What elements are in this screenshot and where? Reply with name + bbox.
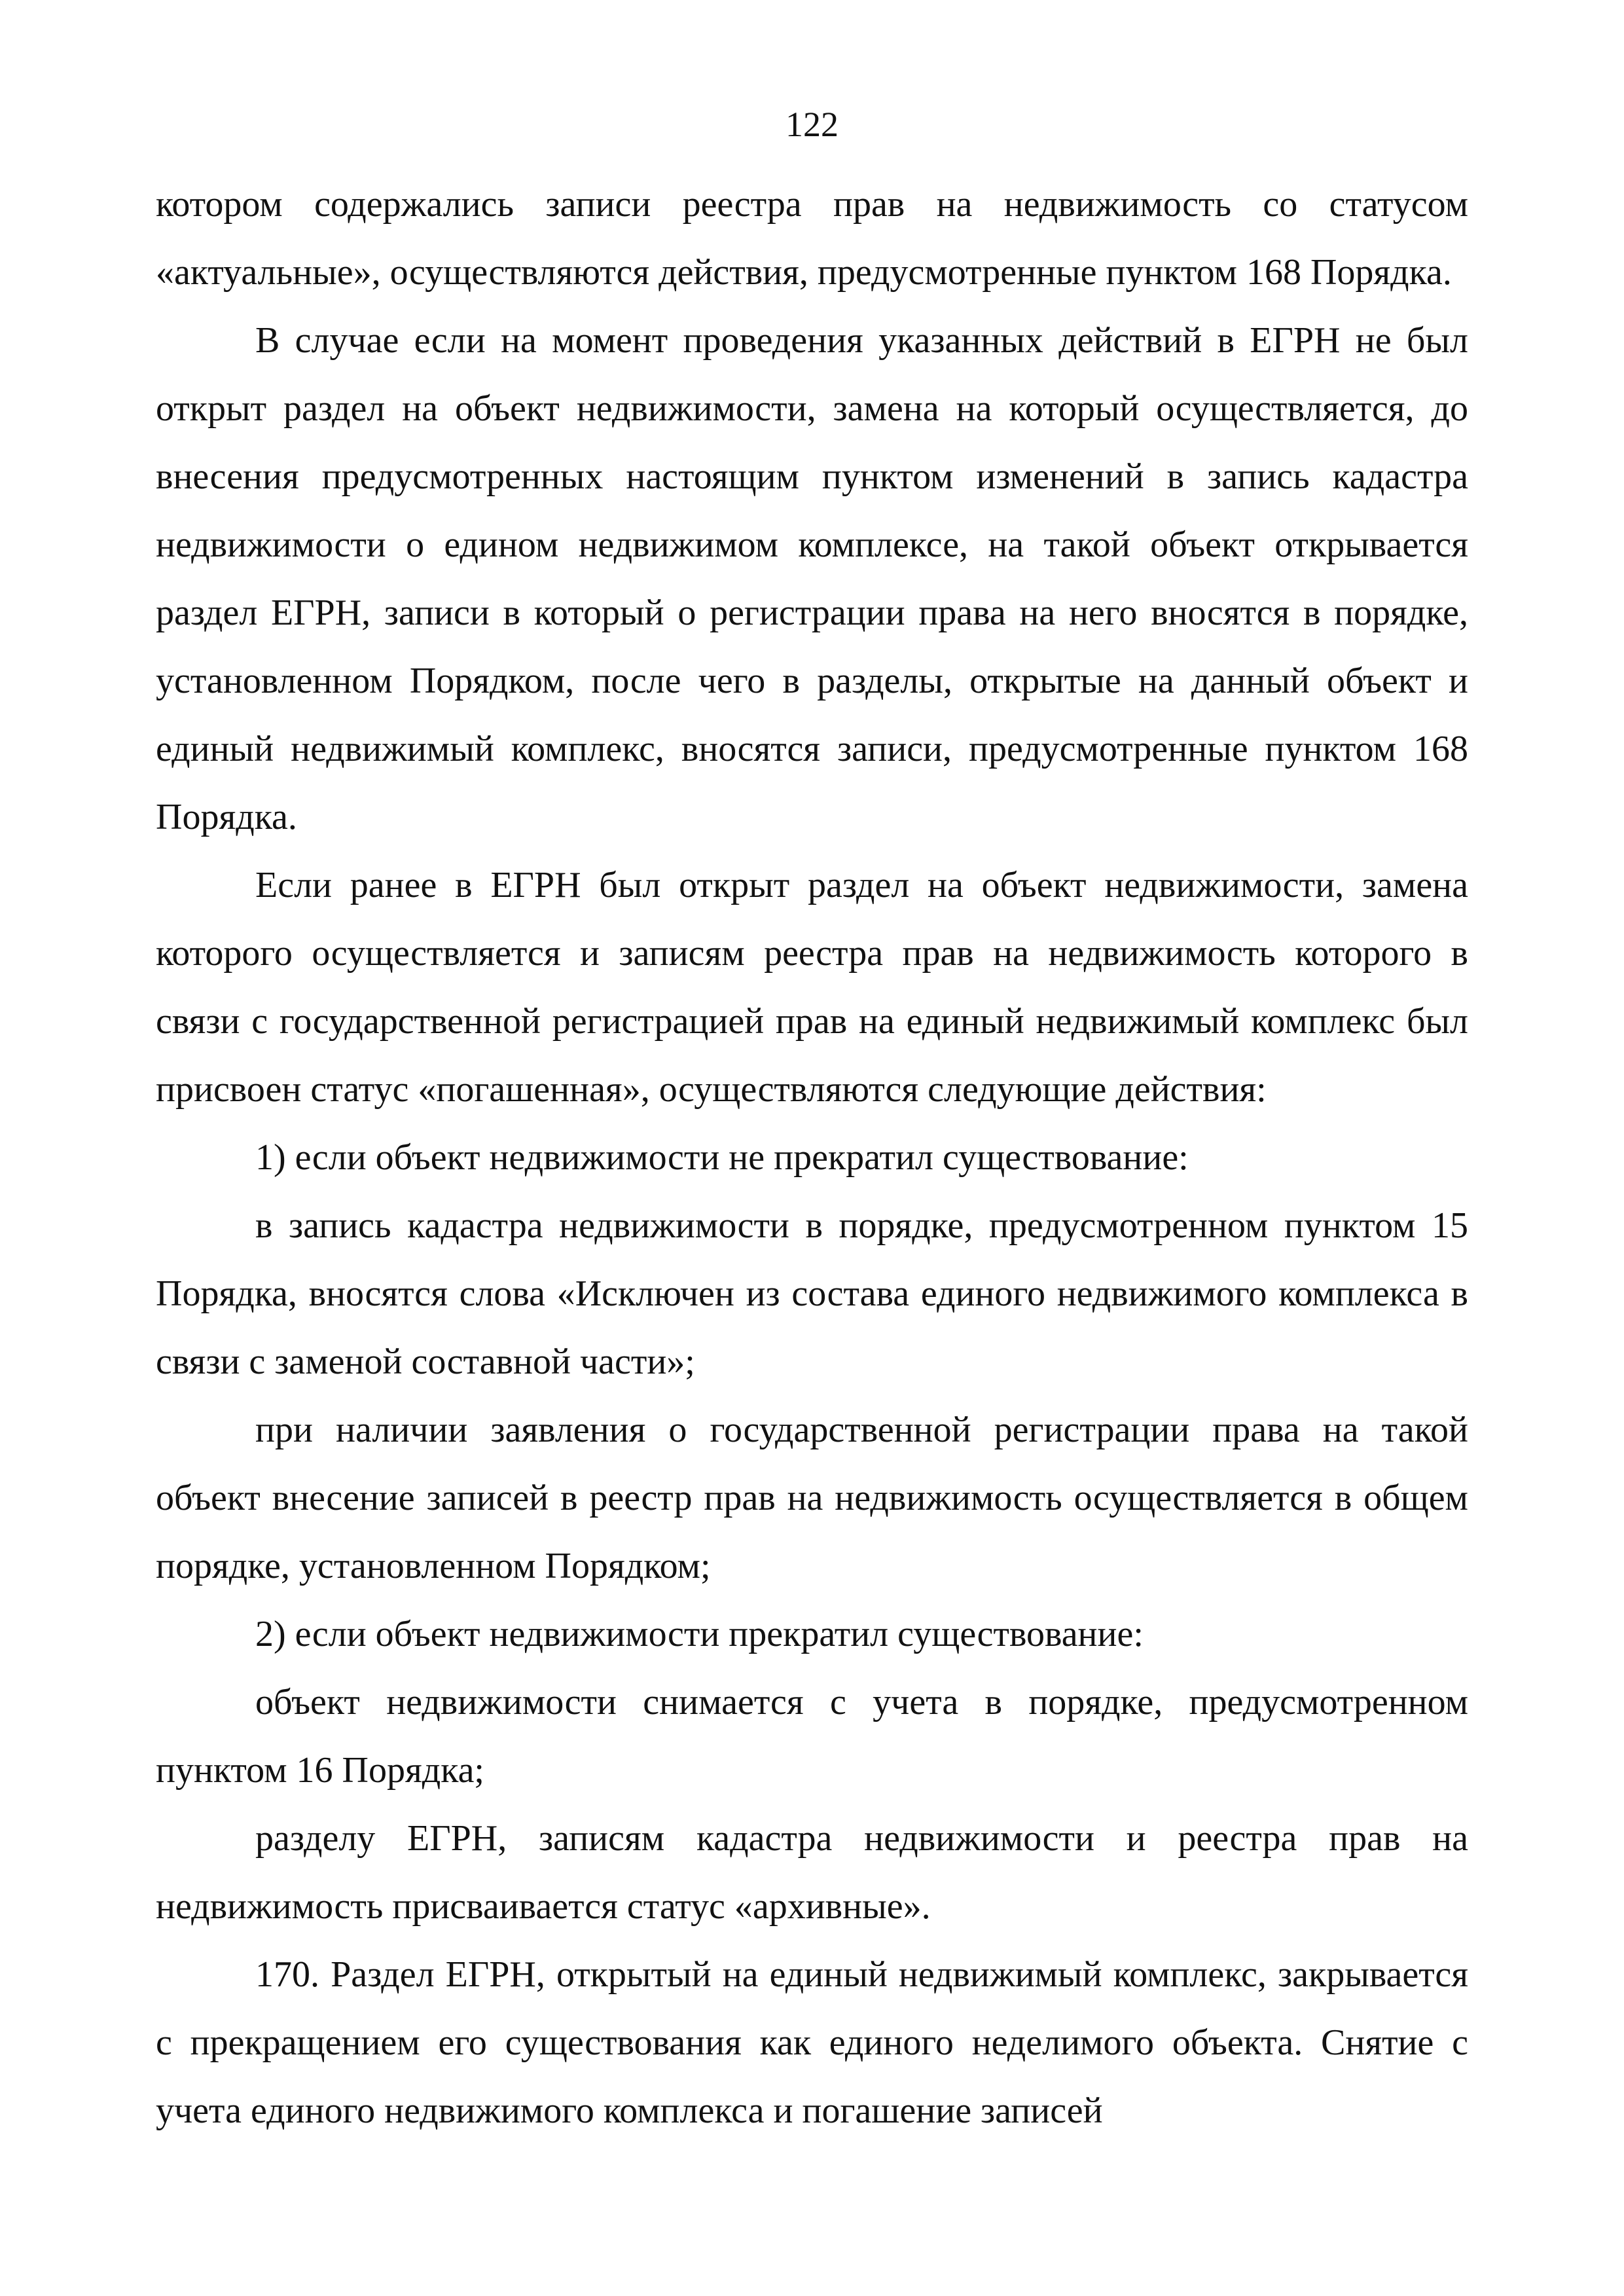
list-item: 1) если объект недвижимости не прекратил существование:: [255, 1137, 1189, 1178]
numbered-clause: 170. Раздел ЕГРН, открытый на единый недвижимый комплекс, закрывается с прекращением его существования как единого неделимого объекта. Снятие с учета единого недвижимого комплекса и погашение записей: [156, 1954, 1468, 2131]
paragraph: разделу ЕГРН, записям кадастра недвижимости и реестра прав на недвижимость присваивается статус «архивные».: [156, 1818, 1468, 1927]
document-body: [156, 170, 1468, 2145]
list-item: 2) если объект недвижимости прекратил существование:: [255, 1614, 1144, 1654]
paragraph: при наличии заявления о государственной регистрации права на такой объект внесение записей в реестр прав на недвижимость осуществляется в общем порядке, установленном Порядком;: [156, 1410, 1468, 1586]
paragraph: В случае если на момент проведения указанных действий в ЕГРН не был открыт раздел на объект недвижимости, замена на который осуществляется, до внесения предусмотренных настоящим пунктом изменений в запись кадастра недвижимости о едином недвижимом комплексе, на такой объект открывается раздел ЕГРН, записи в который о регистрации права на него вносятся в порядке, установленном Порядком, после чего в разделы, открытые на данный объект и единый недвижимый комплекс, вносятся записи, предусмотренные пунктом 168 Порядка.: [156, 320, 1468, 837]
paragraph: Если ранее в ЕГРН был открыт раздел на объект недвижимости, замена которого осуществляется и записям реестра прав на недвижимость которого в связи с государственной регистрацией прав на единый недвижимый комплекс был присвоен статус «погашенная», осуществляются следующие действия:: [156, 865, 1468, 1110]
page-number: 122: [785, 105, 839, 144]
paragraph: объект недвижимости снимается с учета в порядке, предусмотренном пунктом 16 Порядка;: [156, 1682, 1468, 1791]
paragraph-continuation: котором содержались записи реестра прав на недвижимость со статусом «актуальные», осуществляются действия, предусмотренные пунктом 168 Порядка.: [156, 184, 1468, 293]
paragraph: в запись кадастра недвижимости в порядке, предусмотренном пунктом 15 Порядка, вносятся слова «Исключен из состава единого недвижимого комплекса в связи с заменой составной части»;: [156, 1205, 1468, 1382]
